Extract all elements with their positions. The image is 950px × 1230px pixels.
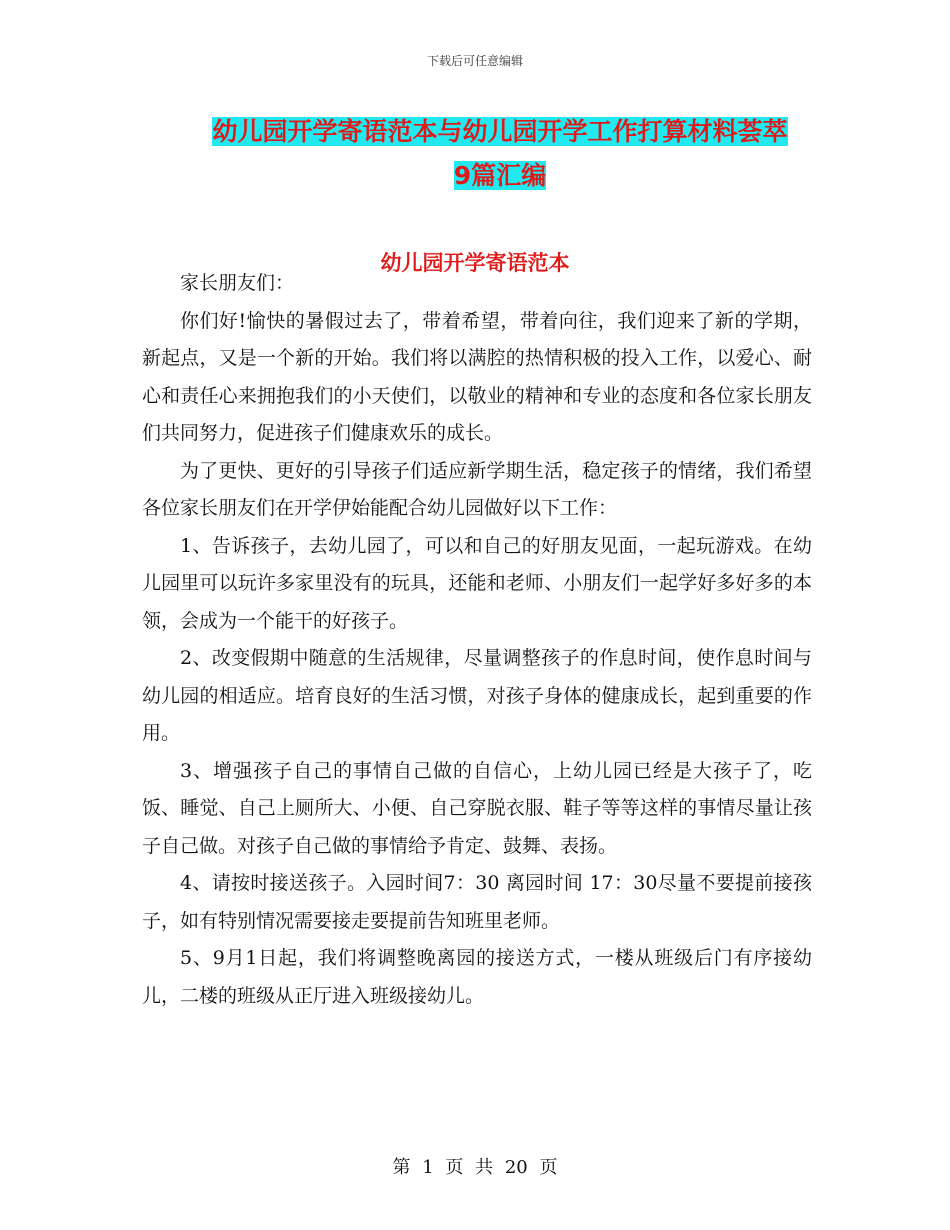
document-title-line2: 9篇汇编 [453, 161, 547, 190]
list-item: 3、增强孩子自己的事情自己做的自信心，上幼儿园已经是大孩子了，吃饭、睡觉、自己上厕所大、小便、自己穿脱衣服、鞋子等等这样的事情尽量让孩子自己做。对孩子自己做的事情给予肯定、鼓舞、表扬。 [142, 759, 812, 857]
document-title-line1: 幼儿园开学寄语范本与幼儿园开学工作打算材料荟萃 [212, 117, 788, 146]
list-item: 1、告诉孩子，去幼儿园了，可以和自己的好朋友见面，一起玩游戏。在幼儿园里可以玩许多家里没有的玩具，还能和老师、小朋友们一起学好多好多的本领，会成为一个能干的好孩子。 [142, 534, 812, 632]
paragraph: 你们好!愉快的暑假过去了，带着希望，带着向往，我们迎来了新的学期，新起点，又是一个新的开始。我们将以满腔的热情积极的投入工作，以爱心、耐心和责任心来拥抱我们的小天使们，以敬业的精神和专业的态度和各位家长朋友们共同努力，促进孩子们健康欢乐的成长。 [142, 309, 812, 444]
header-note: 下载后可任意编辑 [426, 54, 523, 68]
list-item: 4、请按时接送孩子。入园时间7：30 离园时间 17：30尽量不要提前接孩子，如有特别情况需要接走要提前告知班里老师。 [142, 872, 812, 932]
list-item: 5、9月1日起，我们将调整晚离园的接送方式，一楼从班级后门有序接幼儿，二楼的班级从正厅进入班级接幼儿。 [142, 947, 812, 1007]
page-number-footer: 第 1 页 共 20 页 [392, 1157, 558, 1178]
list-item: 2、改变假期中随意的生活规律，尽量调整孩子的作息时间，使作息时间与幼儿园的相适应。培育良好的生活习惯，对孩子身体的健康成长，起到重要的作用。 [142, 647, 812, 744]
salutation: 家长朋友们： [180, 272, 295, 294]
section-title: 幼儿园开学寄语范本 [380, 251, 570, 275]
paragraph: 为了更快、更好的引导孩子们适应新学期生活，稳定孩子的情绪，我们希望各位家长朋友们在开学伊始能配合幼儿园做好以下工作： [142, 459, 812, 519]
document-title [150, 110, 850, 198]
document-body [142, 265, 812, 1015]
